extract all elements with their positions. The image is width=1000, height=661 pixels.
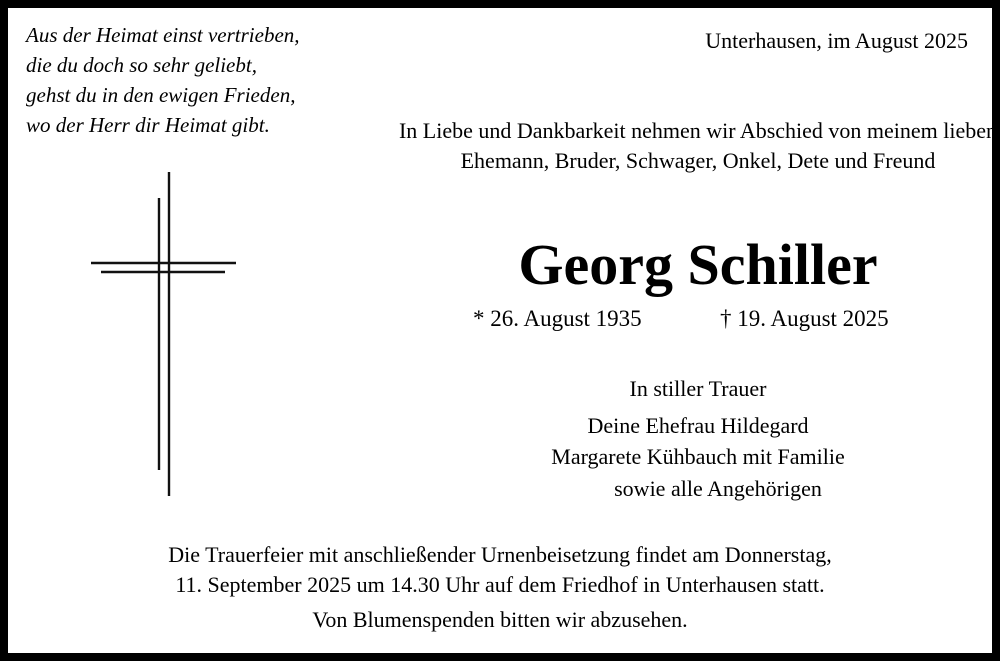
poem-line: gehst du in den ewigen Frieden,: [26, 83, 296, 107]
mourner-line: Deine Ehefrau Hildegard: [587, 413, 809, 438]
deceased-name: Georg Schiller: [518, 232, 878, 297]
place-date: Unterhausen, im August 2025: [705, 28, 968, 53]
ceremony-text-line: Die Trauerfeier mit anschließender Urnenbeisetzung findet am Donnerstag,: [168, 542, 832, 567]
birth-date: * 26. August 1935: [473, 306, 642, 331]
poem-line: wo der Herr dir Heimat gibt.: [26, 113, 270, 137]
mourners-heading: In stiller Trauer: [629, 376, 767, 401]
flowers-note: Von Blumenspenden bitten wir abzusehen.: [312, 607, 688, 632]
cross-icon: [8, 8, 308, 528]
poem-line: die du doch so sehr geliebt,: [26, 53, 257, 77]
intro-text: In Liebe und Dankbarkeit nehmen wir Abschied von meinem lieben Ehemann, Bruder, Schwager, Onkel, Dete und Freund: [398, 118, 998, 173]
death-date: † 19. August 2025: [720, 306, 889, 331]
obituary-card: [8, 8, 998, 653]
mourner-line: Margarete Kühbauch mit Familie: [551, 444, 845, 469]
poem-line: Aus der Heimat einst vertrieben,: [26, 23, 300, 47]
mourner-line: sowie alle Angehörigen: [614, 476, 822, 501]
ceremony-text-line: 11. September 2025 um 14.30 Uhr auf dem Friedhof in Unterhausen statt.: [175, 572, 825, 597]
